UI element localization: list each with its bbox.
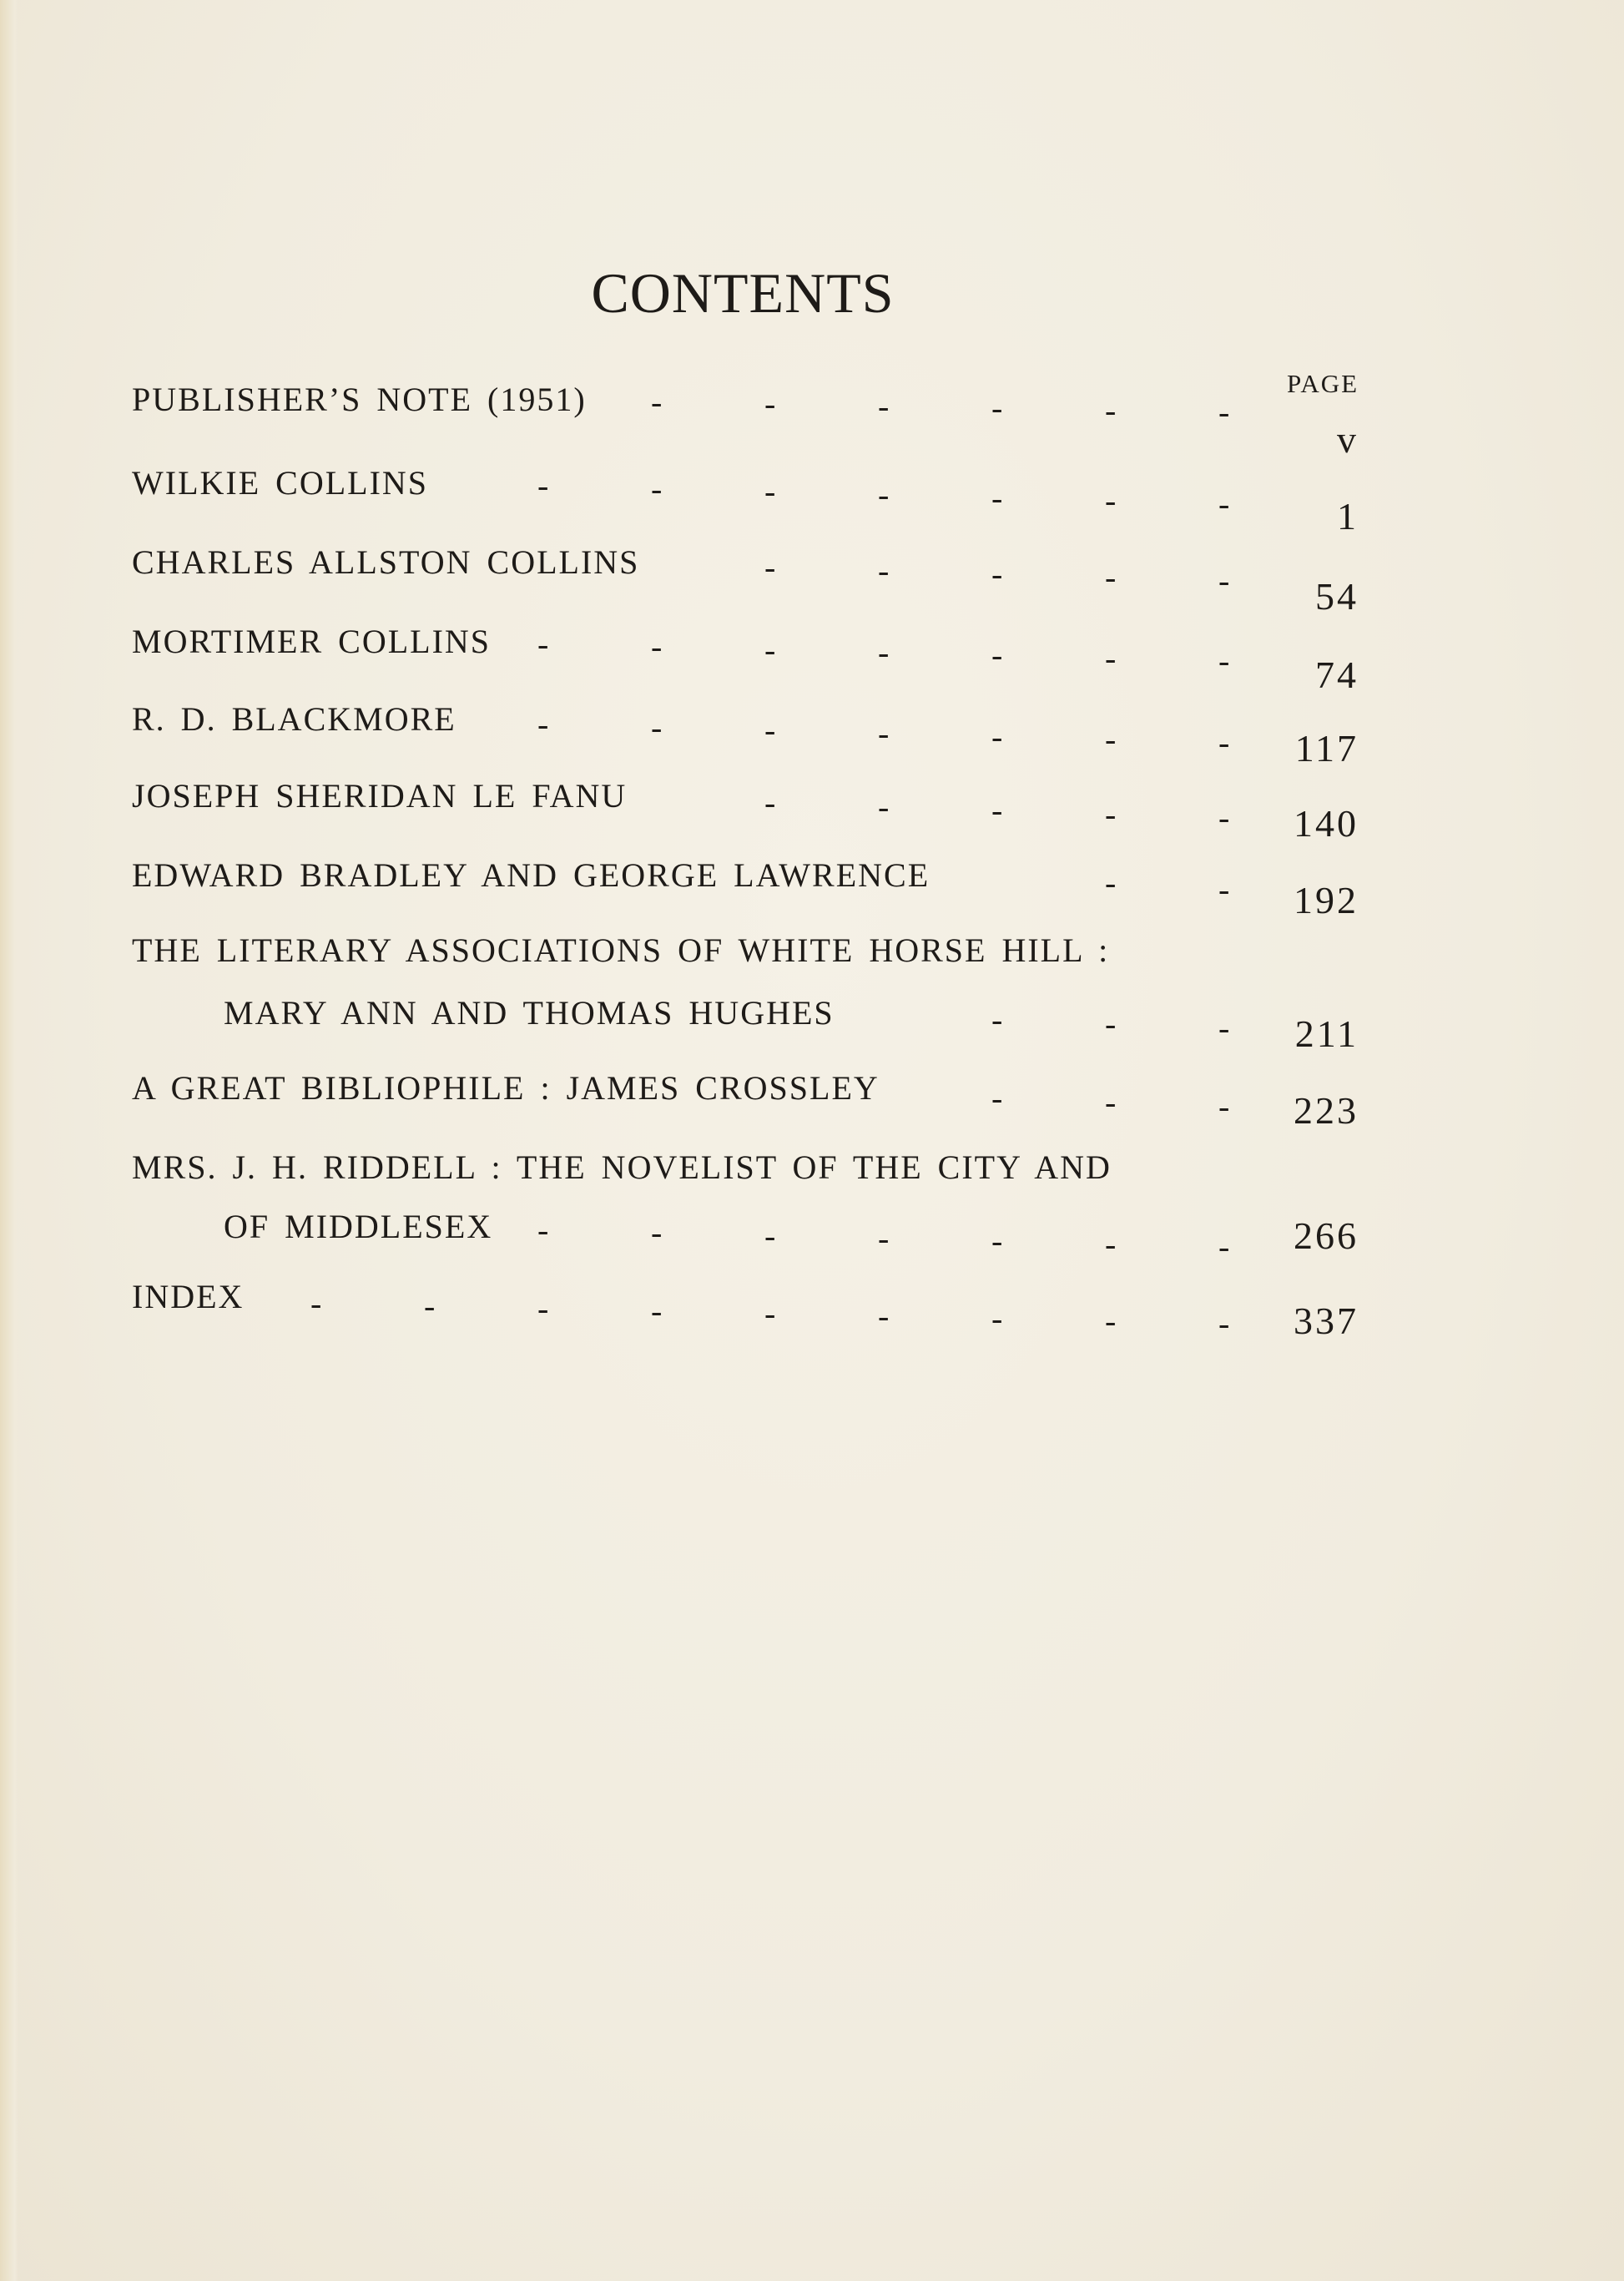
toc-entry-title-continued: MARY ANN AND THOMAS HUGHES	[224, 994, 835, 1032]
leader-dash: -	[1218, 724, 1230, 761]
leader-dash: -	[651, 469, 663, 507]
toc-page-number: 211	[1294, 1012, 1359, 1055]
leader-dash: -	[764, 385, 776, 423]
leader-dash: -	[1218, 1009, 1230, 1047]
leader-dash: -	[991, 717, 1003, 755]
toc-page-number: 337	[1294, 1299, 1359, 1342]
page-column-label: PAGE	[1287, 369, 1359, 398]
leader-dash: -	[764, 548, 776, 586]
leader-dash: -	[1218, 562, 1230, 599]
leader-dash: -	[878, 714, 890, 752]
toc-entry-title: MORTIMER COLLINS	[132, 623, 492, 660]
leader-dash: -	[1218, 1088, 1230, 1125]
leader-dash: -	[1105, 638, 1117, 677]
toc-entry-title: MRS. J. H. RIDDELL : THE NOVELIST OF THE CITY AND	[132, 1148, 1112, 1186]
leader-dash: -	[1105, 1224, 1117, 1263]
toc-entry-title: INDEX	[132, 1278, 245, 1315]
leader-dash: -	[764, 711, 776, 749]
leader-dash: -	[1218, 871, 1230, 908]
leader-dash: -	[878, 386, 890, 425]
leader-dash: -	[1218, 799, 1230, 836]
page-title: CONTENTS	[591, 261, 895, 325]
leader-dash: -	[991, 1079, 1003, 1117]
leader-dash: -	[1105, 1005, 1117, 1042]
leader-dash: -	[1218, 642, 1230, 679]
toc-entry-title: JOSEPH SHERIDAN LE FANU	[132, 777, 628, 815]
toc-entry-title: PUBLISHER’S NOTE (1951)	[132, 381, 587, 418]
toc-page-number: 266	[1294, 1214, 1359, 1257]
toc-entry-title: THE LITERARY ASSOCIATIONS OF WHITE HORSE HILL :	[132, 931, 1110, 969]
leader-dash: -	[1105, 1083, 1117, 1121]
leader-dash: -	[764, 1294, 776, 1332]
leader-dash: -	[991, 791, 1003, 829]
leader-dash: -	[651, 708, 663, 746]
leader-dash: -	[537, 1211, 549, 1249]
toc-entry-title: EDWARD BRADLEY AND GEORGE LAWRENCE	[132, 856, 931, 894]
leader-dash: -	[651, 1214, 663, 1252]
leader-dash: -	[991, 1222, 1003, 1260]
leader-dash: -	[1105, 795, 1117, 833]
leader-dash: -	[991, 1001, 1003, 1038]
toc-page-number: 223	[1294, 1089, 1359, 1132]
leader-dash: -	[991, 636, 1003, 674]
toc-page-number: 1	[1337, 495, 1359, 537]
leader-dash: -	[764, 1216, 776, 1254]
leader-dash: -	[537, 625, 549, 663]
leader-dash: -	[878, 476, 890, 513]
toc-page-number: v	[1337, 418, 1359, 461]
leader-dash: -	[537, 705, 549, 743]
leader-dash: -	[1218, 485, 1230, 522]
toc-entry-title-continued: OF MIDDLESEX	[224, 1208, 493, 1245]
toc-entry-title: A GREAT BIBLIOPHILE : JAMES CROSSLEY	[132, 1069, 880, 1107]
leader-dash: -	[991, 1299, 1003, 1337]
leader-dash: -	[1105, 391, 1117, 429]
toc-page-number: 192	[1294, 879, 1359, 921]
leader-dash: -	[991, 555, 1003, 593]
leader-dash: -	[1105, 482, 1117, 520]
leader-dash: -	[1105, 720, 1117, 759]
leader-dash: -	[878, 552, 890, 589]
leader-dash: -	[878, 1297, 890, 1335]
leader-dash: -	[651, 1292, 663, 1330]
leader-dash: -	[1218, 1228, 1230, 1265]
toc-page-number: 74	[1315, 654, 1359, 696]
leader-dash: -	[1105, 1302, 1117, 1340]
toc-entry-title: WILKIE COLLINS	[132, 464, 429, 502]
leader-dash: -	[1105, 558, 1117, 596]
leader-dash: -	[878, 633, 890, 671]
leader-dash: -	[764, 472, 776, 511]
leader-dash: -	[651, 628, 663, 666]
leader-dash: -	[991, 389, 1003, 427]
leader-dash: -	[1105, 864, 1117, 901]
leader-dash: -	[1218, 1305, 1230, 1342]
leader-dash: -	[764, 630, 776, 669]
leader-dash: -	[991, 478, 1003, 517]
leader-dash: -	[878, 787, 890, 825]
leader-dash: -	[537, 467, 549, 504]
toc-page-number: 140	[1294, 802, 1359, 845]
leader-dash: -	[537, 1289, 549, 1327]
leader-dash: -	[424, 1287, 436, 1325]
leader-dash: -	[651, 383, 663, 421]
toc-entry-title: R. D. BLACKMORE	[132, 700, 456, 738]
toc-page-number: 54	[1315, 575, 1359, 618]
toc-page-number: 117	[1294, 727, 1359, 770]
leader-dash: -	[878, 1219, 890, 1257]
leader-dash: -	[764, 784, 776, 821]
leader-dash: -	[1218, 393, 1230, 431]
toc-entry-title: CHARLES ALLSTON COLLINS	[132, 543, 640, 581]
leader-dash: -	[310, 1284, 322, 1322]
